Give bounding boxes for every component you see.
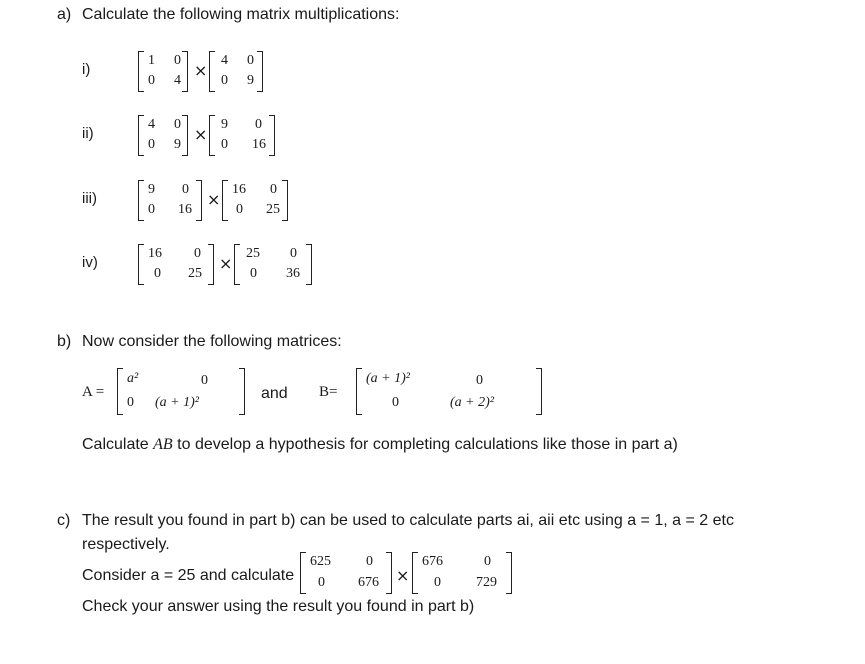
part-c-line4: Check your answer using the result you found in part b) bbox=[82, 598, 475, 615]
matrix-entry: 0 bbox=[221, 137, 228, 152]
matrix-b-name: B= bbox=[319, 384, 338, 400]
matrix-entry: 36 bbox=[286, 266, 300, 281]
matrix-entry: 0 bbox=[221, 73, 228, 88]
and-text: and bbox=[261, 385, 288, 402]
matrix-entry: 0 bbox=[174, 117, 181, 132]
matrix-entry: 0 bbox=[148, 137, 155, 152]
matrix-entry: 16 bbox=[252, 137, 266, 152]
matrix-entry: (a + 1)² bbox=[155, 395, 199, 410]
matrix-entry: 25 bbox=[266, 202, 280, 217]
matrix-entry: 9 bbox=[148, 182, 155, 197]
part-b-label: b) bbox=[57, 333, 72, 350]
matrix-entry: 0 bbox=[148, 73, 155, 88]
matrix-a bbox=[117, 368, 245, 415]
part-a-label: a) bbox=[57, 6, 72, 23]
matrix-entry: 16 bbox=[178, 202, 192, 217]
matrix-entry: 4 bbox=[221, 53, 228, 68]
part-a-title: Calculate the following matrix multiplications: bbox=[82, 6, 400, 23]
times-sign: × bbox=[207, 190, 221, 209]
item-ii-label: ii) bbox=[82, 125, 94, 142]
matrix-entry: 4 bbox=[148, 117, 155, 132]
times-sign: × bbox=[219, 254, 233, 273]
matrix-entry: 9 bbox=[247, 73, 254, 88]
matrix-entry: 9 bbox=[221, 117, 228, 132]
matrix-entry: 0 bbox=[236, 202, 243, 217]
matrix-entry: 0 bbox=[434, 575, 441, 590]
item-iii-label: iii) bbox=[82, 190, 97, 207]
matrix-entry: 9 bbox=[174, 137, 181, 152]
matrix-entry: 0 bbox=[250, 266, 257, 281]
matrix-entry: a² bbox=[127, 371, 139, 386]
item-iii-matrix-right bbox=[222, 180, 288, 221]
matrix-entry: 729 bbox=[476, 575, 497, 590]
item-i-matrix-left bbox=[138, 51, 188, 92]
matrix-entry: 0 bbox=[247, 53, 254, 68]
item-ii-matrix-right bbox=[209, 115, 275, 156]
matrix-entry: 0 bbox=[476, 373, 483, 388]
matrix-entry: 0 bbox=[194, 246, 201, 261]
matrix-entry: 0 bbox=[484, 554, 491, 569]
matrix-b bbox=[356, 368, 542, 415]
part-b-instruction bbox=[82, 436, 678, 454]
matrix-entry: 0 bbox=[290, 246, 297, 261]
part-c-line2: respectively. bbox=[82, 536, 170, 553]
item-iv-label: iv) bbox=[82, 254, 98, 271]
part-c-line1: The result you found in part b) can be used to calculate parts ai, aii etc using a = 1, a = 2 etc bbox=[82, 512, 734, 529]
part-c-matrix-right bbox=[412, 552, 512, 594]
matrix-entry: 25 bbox=[246, 246, 260, 261]
item-ii-matrix-left bbox=[138, 115, 188, 156]
times-sign: × bbox=[194, 61, 208, 80]
matrix-entry: 0 bbox=[174, 53, 181, 68]
matrix-entry: 0 bbox=[201, 373, 208, 388]
instruction-suffix: to develop a hypothesis for completing calculations like those in part a) bbox=[172, 436, 678, 453]
matrix-entry: 0 bbox=[182, 182, 189, 197]
part-b-title: Now consider the following matrices: bbox=[82, 333, 342, 350]
matrix-entry: 0 bbox=[392, 395, 399, 410]
instruction-prefix: Calculate bbox=[82, 436, 154, 453]
matrix-entry: 0 bbox=[318, 575, 325, 590]
matrix-entry: (a + 1)² bbox=[366, 371, 410, 386]
item-iv-matrix-right bbox=[234, 244, 312, 285]
matrix-entry: 0 bbox=[154, 266, 161, 281]
part-c-line3: Consider a = 25 and calculate bbox=[82, 567, 295, 584]
matrix-entry: 0 bbox=[366, 554, 373, 569]
matrix-entry: 4 bbox=[174, 73, 181, 88]
matrix-entry: (a + 2)² bbox=[450, 395, 494, 410]
matrix-entry: 0 bbox=[127, 395, 134, 410]
matrix-a-name: A = bbox=[82, 384, 105, 400]
matrix-entry: 0 bbox=[148, 202, 155, 217]
matrix-entry: 25 bbox=[188, 266, 202, 281]
times-sign: × bbox=[194, 125, 208, 144]
item-iv-matrix-left bbox=[138, 244, 214, 285]
item-iii-matrix-left bbox=[138, 180, 202, 221]
instruction-variable: AB bbox=[153, 436, 173, 453]
matrix-entry: 0 bbox=[255, 117, 262, 132]
matrix-entry: 16 bbox=[232, 182, 246, 197]
matrix-entry: 625 bbox=[310, 554, 331, 569]
matrix-entry: 0 bbox=[270, 182, 277, 197]
matrix-entry: 1 bbox=[148, 53, 155, 68]
times-sign: × bbox=[396, 566, 410, 585]
item-i-matrix-right bbox=[209, 51, 263, 92]
item-i-label: i) bbox=[82, 61, 91, 78]
matrix-entry: 676 bbox=[422, 554, 443, 569]
part-c-matrix-left bbox=[300, 552, 392, 594]
matrix-entry: 16 bbox=[148, 246, 162, 261]
part-c-label: c) bbox=[57, 512, 71, 529]
matrix-entry: 676 bbox=[358, 575, 379, 590]
